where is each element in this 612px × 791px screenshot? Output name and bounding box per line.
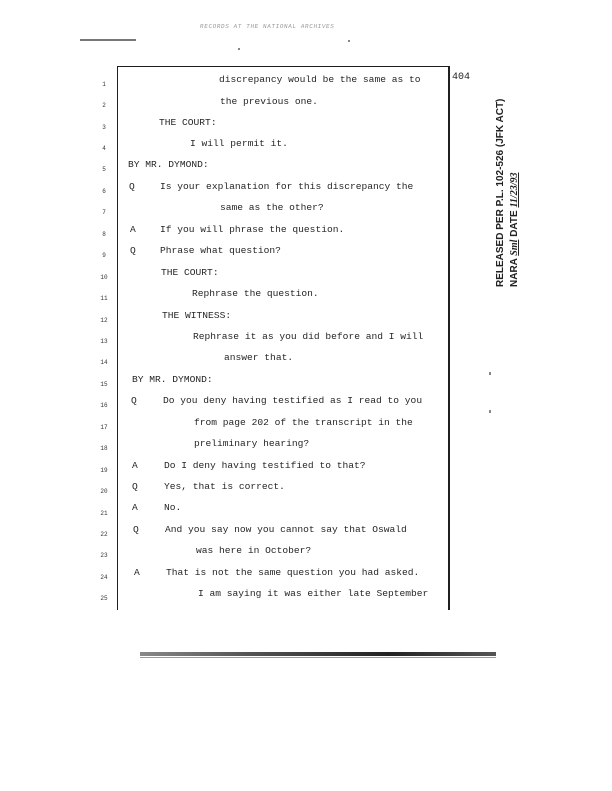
right-margin-rule: [448, 66, 450, 610]
speaker-marker: Q: [129, 181, 135, 192]
line-number: 9: [102, 252, 106, 259]
transcript-line: Yes, that is correct.: [164, 481, 285, 492]
line-number: 25: [100, 595, 108, 602]
line-number: 3: [102, 124, 106, 131]
line-number: 23: [100, 552, 108, 559]
line-number: 10: [100, 274, 108, 281]
archive-header: RECORDS AT THE NATIONAL ARCHIVES: [199, 23, 335, 30]
line-number: 15: [100, 381, 108, 388]
transcript-line: same as the other?: [220, 202, 324, 213]
line-number: 12: [100, 317, 108, 324]
stamp-date-label: DATE: [509, 210, 520, 237]
transcript-line: preliminary hearing?: [194, 438, 310, 449]
header-dash: [80, 39, 136, 41]
line-number: 18: [100, 445, 108, 452]
line-number: 19: [100, 467, 108, 474]
stamp-initials: Sml: [509, 239, 520, 256]
stamp-date: 11/23/93: [509, 172, 520, 208]
transcript-line: Do I deny having testified to that?: [164, 460, 366, 471]
transcript-line: was here in October?: [196, 545, 312, 556]
line-number: 8: [102, 231, 106, 238]
line-number: 7: [102, 209, 106, 216]
transcript-line: discrepancy would be the same as to: [219, 74, 421, 85]
stamp-nara-label: NARA: [509, 258, 520, 287]
transcript-line: THE COURT:: [159, 117, 217, 128]
line-number: 6: [102, 188, 106, 195]
scan-mark: [489, 410, 491, 413]
transcript-line: from page 202 of the transcript in the: [194, 417, 413, 428]
line-number: 22: [100, 531, 108, 538]
scan-mark: [489, 372, 491, 375]
transcript-line: I am saying it was either late September: [198, 588, 429, 599]
transcript-line: Rephrase the question.: [192, 288, 319, 299]
speaker-marker: Q: [133, 524, 139, 535]
speaker-marker: Q: [132, 481, 138, 492]
transcript-line: If you will phrase the question.: [160, 224, 345, 235]
line-number: 11: [100, 295, 108, 302]
line-number: 21: [100, 510, 108, 517]
transcript-line: No.: [164, 502, 182, 513]
line-number: 4: [102, 145, 106, 152]
bottom-scan-rule: [140, 657, 496, 658]
line-number: 24: [100, 574, 108, 581]
speaker-marker: Q: [130, 245, 136, 256]
line-number: 1: [102, 81, 106, 88]
speaker-marker: A: [132, 502, 138, 513]
transcript-line: Do you deny having testified as I read to you: [163, 395, 423, 406]
speaker-marker: Q: [131, 395, 137, 406]
transcript-line: BY MR. DYMOND:: [132, 374, 213, 385]
page-number: 404: [452, 72, 471, 83]
speck: [238, 48, 240, 50]
release-stamp: [494, 47, 522, 287]
transcript-line: the previous one.: [220, 96, 318, 107]
bottom-scan-rule: [140, 652, 496, 656]
speaker-marker: A: [134, 567, 140, 578]
transcript-line: BY MR. DYMOND:: [128, 159, 209, 170]
line-number: 20: [100, 488, 108, 495]
speaker-marker: A: [132, 460, 138, 471]
line-number: 16: [100, 402, 108, 409]
line-number: 14: [100, 359, 108, 366]
transcript-line: answer that.: [224, 352, 294, 363]
release-stamp-line: [508, 47, 522, 287]
line-number: 13: [100, 338, 108, 345]
transcript-line: That is not the same question you had asked.: [166, 567, 420, 578]
transcript-line: Is your explanation for this discrepancy the: [160, 181, 414, 192]
left-margin-rule: [117, 66, 118, 610]
top-rule: [117, 66, 449, 67]
transcript-line: THE WITNESS:: [162, 310, 232, 321]
release-stamp-line: RELEASED PER P.L. 102-526 (JFK ACT): [495, 98, 506, 287]
transcript-line: And you say now you cannot say that Oswald: [165, 524, 407, 535]
transcript-line: Phrase what question?: [160, 245, 281, 256]
transcript-line: Rephrase it as you did before and I will: [193, 331, 424, 342]
speck: [348, 40, 350, 42]
transcript-line: I will permit it.: [190, 138, 288, 149]
transcript-line: THE COURT:: [161, 267, 219, 278]
line-number: 2: [102, 102, 106, 109]
line-number: 5: [102, 166, 106, 173]
speaker-marker: A: [130, 224, 136, 235]
line-number: 17: [100, 424, 108, 431]
